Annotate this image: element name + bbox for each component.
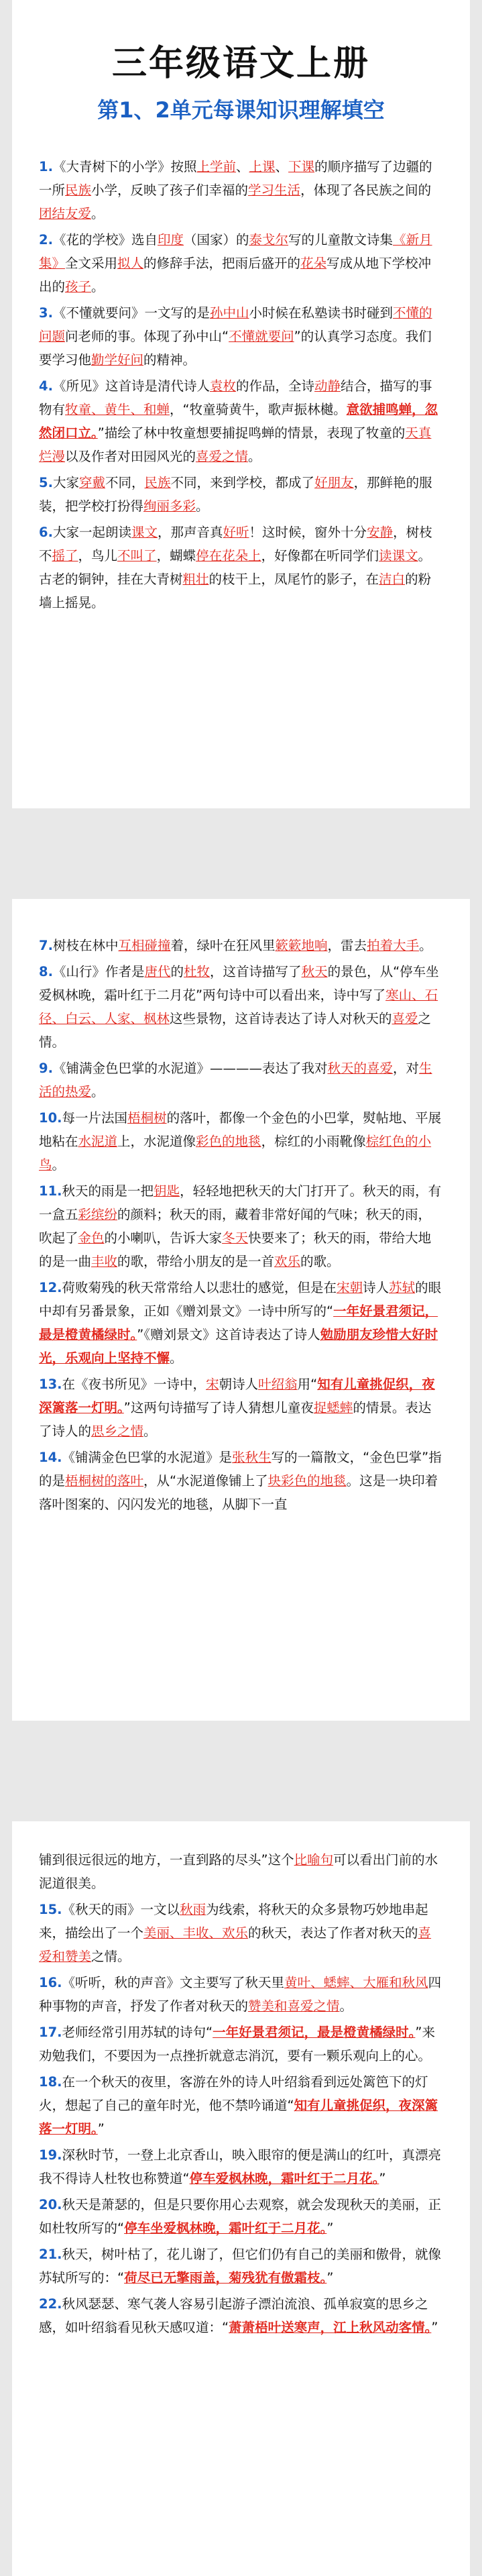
answer-blank: 钥匙 xyxy=(154,1183,180,1199)
answer-blank: 下课 xyxy=(288,159,315,174)
question-text: 。古老的铜钟，挂在大青树 xyxy=(39,548,432,587)
answer-blank: 印度 xyxy=(158,232,184,248)
answer-blank: 好听 xyxy=(223,525,249,540)
question-item xyxy=(39,1276,443,1370)
question-text: 的小喇叭，告诉大家 xyxy=(104,1230,223,1246)
question-item xyxy=(39,2292,443,2339)
question-text: 。 xyxy=(52,1157,66,1173)
answer-blank: 牧童、黄牛、和蝉 xyxy=(65,402,170,417)
question-text: 的作品，全诗 xyxy=(236,378,315,394)
answer-blank: 梧桐树的落叶 xyxy=(65,1473,144,1489)
answer-blank: 唐代 xyxy=(144,964,171,979)
page-subtitle: 第1、2单元每课知识理解填空 xyxy=(97,97,385,123)
question-text: ，那鲜艳的服装，把学校打扮得 xyxy=(39,475,432,514)
question-text: 、 xyxy=(275,159,289,174)
answer-blank: 冬天 xyxy=(222,1230,249,1246)
answer-blank: 生活的热爱 xyxy=(39,1061,432,1099)
question-text: 铺到很远很远的地方，一直到路的尽头”这个 xyxy=(39,1852,294,1868)
answer-blank: 杜牧 xyxy=(184,964,210,979)
question-item xyxy=(39,1446,443,1516)
answer-blank: 拟人 xyxy=(117,256,144,271)
answer-blank: 水泥道 xyxy=(78,1134,118,1149)
question-text: 结合，描写的事物有 xyxy=(39,378,432,417)
question-text: 的顺序描写了边疆的一所 xyxy=(39,159,432,198)
answer-blank: 秋天的喜爱 xyxy=(327,1061,394,1076)
question-text: 《不懂就要问》一文写的是 xyxy=(52,305,210,321)
question-number: 20. xyxy=(39,2197,62,2212)
question-item xyxy=(39,2143,443,2190)
question-text: 秋天是萧瑟的，但是只要你用心去观察，就会发现秋天的美丽，正如杜牧所写的“ xyxy=(39,2197,442,2236)
question-text: ，鸟儿 xyxy=(78,548,118,564)
question-text: 的颜料；秋天的雨，藏着非常好闻的气味；秋天的雨，吹起了 xyxy=(39,1207,432,1246)
answer-blank: 粗壮 xyxy=(182,572,209,587)
question-text: 的歌，带给小朋友的是一首 xyxy=(117,1254,275,1269)
answer-blank: 喜爱 xyxy=(391,1011,418,1026)
question-number: 8. xyxy=(39,964,53,979)
question-text: 的修辞手法，把雨后盛开的 xyxy=(143,256,301,271)
question-text: 小学，反映了孩子们幸福的 xyxy=(91,182,249,198)
question-text: 在一个秋天的夜里，客游在外的诗人叶绍翁看到远处篱笆下的灯火，想起了自己的童年时光，他不禁吟诵道“ xyxy=(39,2074,428,2113)
answer-blank: 喜爱之情 xyxy=(196,449,249,464)
question-number: 14. xyxy=(39,1450,62,1465)
question-text: 的眼中却有另番景象，正如《赠刘景文》一诗中所写的“ xyxy=(39,1280,442,1319)
answer-blank: 宋 xyxy=(206,1377,219,1392)
question-item xyxy=(39,2243,443,2290)
question-text: ，轻轻地把秋天的大门打开了。秋天的雨，有一盒五 xyxy=(39,1183,442,1222)
answer-blank: 金色 xyxy=(78,1230,105,1246)
answer-blank: 上课 xyxy=(249,159,276,174)
answer-blank: 知有儿童挑促织，夜深篱落一灯明。 xyxy=(39,2098,438,2137)
question-text: 。 xyxy=(339,1998,353,2014)
question-text: 《山行》作者是 xyxy=(52,964,145,979)
question-text: ，好像都在听同学们 xyxy=(261,548,379,564)
answer-blank: 停车坐爱枫林晚，霜叶红于二月花。 xyxy=(124,2220,327,2236)
question-item xyxy=(39,301,443,372)
question-text: ，那声音真 xyxy=(158,525,223,540)
answer-blank: 民族 xyxy=(65,182,92,198)
question-text: 全文采用 xyxy=(65,256,118,271)
question-text: ，从“水泥道像铺上了 xyxy=(143,1473,268,1489)
question-text: 朝诗人 xyxy=(219,1377,259,1392)
question-number: 1. xyxy=(39,159,53,174)
question-number: 9. xyxy=(39,1061,53,1076)
question-item xyxy=(39,228,443,299)
question-text: 《花的学校》选自 xyxy=(52,232,158,248)
answer-blank: 不叫了 xyxy=(117,548,157,564)
answer-blank: 学习生活 xyxy=(248,182,301,198)
answer-blank: 《新月集》 xyxy=(39,232,432,271)
question-text: ” xyxy=(97,2121,105,2137)
question-text: 深秋时节，一登上北京香山，映入眼帘的便是满山的红叶，真漂亮我不得诗人杜牧也称赞道“ xyxy=(39,2147,442,2186)
question-text: 。 xyxy=(419,938,432,953)
question-text: 、 xyxy=(236,159,249,174)
question-text: 。 xyxy=(196,498,209,514)
question-text: 每一片法国 xyxy=(62,1110,128,1126)
answer-blank: 比喻句 xyxy=(294,1852,334,1868)
question-text: 之情。 xyxy=(39,1011,432,1050)
question-number: 10. xyxy=(39,1110,62,1126)
question-number: 3. xyxy=(39,305,53,321)
question-text: ”描绘了林中牧童想要捕捉鸣蝉的情景，表现了牧童的 xyxy=(97,425,406,441)
question-text: ”这两句诗描写了诗人猜想儿童夜 xyxy=(123,1400,314,1415)
question-text: ，对 xyxy=(393,1061,420,1076)
answer-blank: 意欲捕鸣蝉，忽然闭口立。 xyxy=(39,402,438,441)
question-text: 的枝干上，凤尾竹的影子，在 xyxy=(208,572,379,587)
question-number: 13. xyxy=(39,1377,62,1392)
answer-blank: 块彩色的地毯 xyxy=(267,1473,347,1489)
question-text: 《铺满金色巴掌的水泥道》是 xyxy=(62,1450,233,1465)
question-text: ”《赠刘景文》这首诗表达了诗人 xyxy=(137,1327,320,1342)
question-text: 。这是一块印着落叶图案的、闪闪发光的地毯，从脚下一直 xyxy=(39,1473,438,1512)
answer-blank: 动静 xyxy=(314,378,341,394)
question-text: 上，水泥道像 xyxy=(117,1134,196,1149)
question-text: 秋天，树叶枯了，花儿谢了，但它们仍有自己的美丽和傲骨，就像苏轼所写的：“ xyxy=(39,2247,442,2286)
answer-blank: 穿戴 xyxy=(79,475,106,490)
question-text: 写的一篇散文，“金色巴掌”指的是 xyxy=(39,1450,442,1489)
question-item xyxy=(39,155,443,225)
question-number: 21. xyxy=(39,2247,62,2262)
question-text: 老师经常引用苏轼的诗句“ xyxy=(62,2025,213,2040)
question-text: 着，绿叶在狂风里 xyxy=(170,938,276,953)
answer-blank: 勉励朋友珍惜大好时光，乐观向上坚持不懈 xyxy=(39,1327,438,1366)
question-number: 7. xyxy=(39,938,53,953)
question-text: 用“ xyxy=(297,1377,318,1392)
question-text: 可以看出门前的水泥道很美。 xyxy=(39,1852,438,1891)
question-text: 快要来了；秋天的雨，带给大地的是一曲 xyxy=(39,1230,432,1269)
question-text: 的歌。 xyxy=(300,1254,340,1269)
answer-blank: 互相碰撞 xyxy=(118,938,171,953)
question-text: ”来劝勉我们，不要因为一点挫折就意志消沉，要有一颗乐观向上的心。 xyxy=(39,2025,436,2063)
question-item xyxy=(39,960,443,1054)
answer-blank: 彩缤纷 xyxy=(78,1207,118,1222)
question-text: 为线索，将秋天的众多景物巧妙地串起来，描绘出了一个 xyxy=(39,1902,428,1941)
question-text: ，棕红的小雨靴像 xyxy=(261,1134,366,1149)
question-text: 秋风瑟瑟、寒气袭人容易引起游子漂泊流浪、孤单寂寞的思乡之感，如叶绍翁看见秋天感叹道：“ xyxy=(39,2296,428,2335)
answer-blank: 知有儿童挑促织，夜深篱落一灯明。 xyxy=(39,1377,435,1415)
question-item xyxy=(39,1898,443,1968)
answer-blank: 张秋生 xyxy=(232,1450,272,1465)
answer-blank: 一年好景君须记，最是橙黄橘绿时。 xyxy=(213,2025,416,2040)
question-item xyxy=(39,1179,443,1273)
answer-blank: 萧萧梧叶送寒声，江上秋风动客情。 xyxy=(229,2320,432,2335)
question-number: 5. xyxy=(39,475,53,490)
question-text: 。 xyxy=(170,1350,183,1366)
answer-blank: 秋雨 xyxy=(180,1902,206,1917)
question-text: 。 xyxy=(143,1424,157,1439)
question-text: 荷败菊残的秋天常常给人以悲壮的感觉，但是在 xyxy=(62,1280,337,1295)
answer-blank: 捉蟋蟀 xyxy=(313,1400,353,1415)
question-item xyxy=(39,1106,443,1177)
question-text: ，雷去 xyxy=(327,938,367,953)
answer-blank: 寒山、石径、白云、人家、枫林 xyxy=(39,987,438,1026)
question-item xyxy=(39,1057,443,1104)
question-number: 18. xyxy=(39,2074,62,2090)
answer-blank: 喜爱和赞美 xyxy=(39,1925,432,1964)
card-unit-2 xyxy=(12,899,470,1721)
question-number: 17. xyxy=(39,2025,62,2040)
answer-blank: 民族 xyxy=(144,475,171,490)
question-item xyxy=(39,521,443,614)
question-text: 之情。 xyxy=(91,1949,131,1964)
question-text: 的情景。表达了诗人的 xyxy=(39,1400,432,1439)
question-text: ，这首诗描写了 xyxy=(210,964,302,979)
question-number: 12. xyxy=(39,1280,62,1295)
question-text: ，“牧童骑黄牛，歌声振林樾。 xyxy=(170,402,347,417)
answer-blank: 拍着大手 xyxy=(367,938,420,953)
question-text: 的 xyxy=(170,964,184,979)
answer-blank: 簌簌地响 xyxy=(275,938,328,953)
question-number: 11. xyxy=(39,1183,62,1199)
answer-blank: 天真烂漫 xyxy=(39,425,432,464)
question-item xyxy=(39,471,443,518)
question-text: 的秋天，表达了作者对秋天的 xyxy=(248,1925,418,1941)
question-text: 。 xyxy=(91,206,105,221)
answer-blank: 安静 xyxy=(367,525,394,540)
answer-blank: 叶绍翁 xyxy=(258,1377,298,1392)
question-text: 这些景物，这首诗表达了诗人对秋天的 xyxy=(170,1011,392,1026)
answer-blank: 苏轼 xyxy=(389,1280,416,1295)
question-text: ” xyxy=(326,2270,334,2286)
answer-blank: 读课文 xyxy=(379,548,418,564)
answer-blank: 梧桐树 xyxy=(127,1110,167,1126)
question-text: 秋天的雨是一把 xyxy=(62,1183,154,1199)
answer-blank: 秋天 xyxy=(301,964,328,979)
question-text: 。 xyxy=(91,279,105,294)
question-text: 诗人 xyxy=(363,1280,389,1295)
question-text: 小时候在私塾读书时碰到 xyxy=(249,305,394,321)
answer-blank: 丰收 xyxy=(91,1254,118,1269)
answer-blank: 孩子 xyxy=(65,279,92,294)
item-list xyxy=(39,934,443,1516)
card-unit-3 xyxy=(12,1821,470,2576)
answer-blank: 停车爱枫林晚，霜叶红于二月花。 xyxy=(189,2171,379,2186)
question-item xyxy=(39,2021,443,2068)
question-text: 的精神。 xyxy=(143,352,196,368)
answer-blank: 袁枚 xyxy=(210,378,237,394)
question-item xyxy=(39,1373,443,1443)
question-text: 不同，来到学校，都成了 xyxy=(170,475,315,490)
answer-blank: 摇了 xyxy=(52,548,78,564)
question-text: 《所见》这首诗是清代诗人 xyxy=(52,378,210,394)
question-text: 的落叶，都像一个金色的小巴掌，熨帖地、平展地粘在 xyxy=(39,1110,442,1149)
card-unit-1 xyxy=(12,0,470,808)
item-list xyxy=(39,155,443,614)
question-text: 树枝在林中 xyxy=(52,938,119,953)
question-number: 16. xyxy=(39,1975,62,1990)
answer-blank: 花朵 xyxy=(300,256,327,271)
question-number: 6. xyxy=(39,525,53,540)
question-item xyxy=(39,1848,443,1895)
item-list xyxy=(39,1848,443,2339)
question-text: ，树枝不 xyxy=(39,525,432,564)
question-number: 19. xyxy=(39,2147,62,2163)
answer-blank: 团结友爱 xyxy=(39,206,92,221)
question-item xyxy=(39,2070,443,2141)
answer-blank: 绚丽多彩 xyxy=(143,498,196,514)
question-text: （国家）的 xyxy=(184,232,249,248)
question-text: ” xyxy=(326,2220,334,2236)
question-text: ！这时候，窗外十分 xyxy=(249,525,367,540)
answer-blank: 上学前 xyxy=(196,159,237,174)
question-text: 《听听，秋的声音》文主要写了秋天里 xyxy=(62,1975,285,1990)
question-text: ” xyxy=(379,2171,386,2186)
question-text: 以及作者对田园风光的 xyxy=(65,449,196,464)
question-item xyxy=(39,2193,443,2240)
question-item xyxy=(39,1971,443,2018)
answer-blank: 赞美和喜爱之情 xyxy=(248,1998,340,2014)
answer-blank: 彩色的地毯 xyxy=(196,1134,261,1149)
question-text: 《秋天的雨》一文以 xyxy=(62,1902,180,1917)
question-text: 在《夜书所见》一诗中， xyxy=(62,1377,206,1392)
answer-blank: 棕红色的小鸟 xyxy=(39,1134,432,1173)
question-text: 四种事物的声音，抒发了作者对秋天的 xyxy=(39,1975,442,2014)
answer-blank: 黄叶、蟋蟀、大雁和秋风 xyxy=(284,1975,428,1990)
question-text: ，体现了各民族之间的 xyxy=(300,182,432,198)
answer-blank: 停在花朵上 xyxy=(196,548,261,564)
answer-blank: 荷尽已无擎雨盖，菊残犹有傲霜枝。 xyxy=(124,2270,327,2286)
answer-blank: 思乡之情 xyxy=(91,1424,144,1439)
question-item xyxy=(39,934,443,957)
question-text: 的粉墙上摇晃。 xyxy=(39,572,432,610)
question-text: 问老师的事。体现了孙中山“ xyxy=(65,329,229,344)
answer-blank: 好朋友 xyxy=(314,475,354,490)
question-text: ，蝴蝶 xyxy=(156,548,196,564)
question-text: 写的儿童散文诗集 xyxy=(288,232,394,248)
question-number: 15. xyxy=(39,1902,62,1917)
question-text: 《铺满金色巴掌的水泥道》————表达了我对 xyxy=(52,1061,328,1076)
page-title: 三年级语文上册 xyxy=(111,43,370,84)
question-number: 22. xyxy=(39,2296,62,2312)
question-text: 的景色，从“停车坐爱枫林晚，霜叶红于二月花”两句诗中可以看出来，诗中写了 xyxy=(39,964,439,1003)
answer-blank: 勤学好问 xyxy=(91,352,144,368)
question-text: 。 xyxy=(248,449,261,464)
question-text: 。 xyxy=(91,1084,105,1099)
answer-blank: 课文 xyxy=(131,525,158,540)
answer-blank: 欢乐 xyxy=(274,1254,301,1269)
answer-blank: 宋朝 xyxy=(337,1280,363,1295)
question-number: 2. xyxy=(39,232,53,248)
question-text: 大家一起朗读 xyxy=(52,525,131,540)
answer-blank: 孙中山 xyxy=(210,305,249,321)
question-text: ”的认真学习态度。我们要学习他 xyxy=(39,329,432,368)
answer-blank: 不懂就要问 xyxy=(229,329,294,344)
question-text: 不同， xyxy=(105,475,145,490)
question-text: ” xyxy=(431,2320,438,2335)
question-number: 4. xyxy=(39,378,53,394)
answer-blank: 不懂的问题 xyxy=(39,305,432,344)
answer-blank: 洁白 xyxy=(379,572,406,587)
answer-blank: 美丽、丰收、欢乐 xyxy=(143,1925,249,1941)
question-text: 写成从地下学校冲出的 xyxy=(39,256,432,294)
question-item xyxy=(39,374,443,468)
question-text: 大家 xyxy=(52,475,79,490)
question-text: 《大青树下的小学》按照 xyxy=(52,159,197,174)
answer-blank: 一年好景君须记，最是橙黄橘绿时。 xyxy=(39,1303,438,1342)
answer-blank: 泰戈尔 xyxy=(249,232,289,248)
